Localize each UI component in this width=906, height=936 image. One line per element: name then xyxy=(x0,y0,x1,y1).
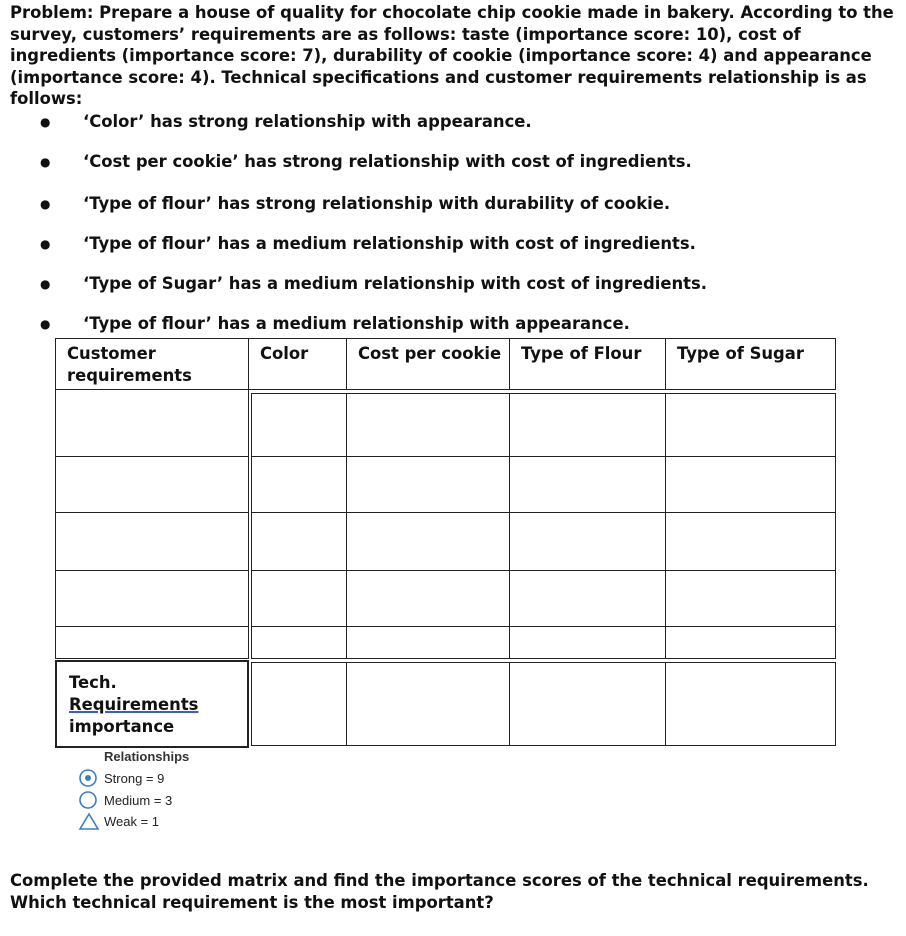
customer-requirements-header xyxy=(55,338,249,390)
legend-weak xyxy=(78,812,238,832)
weak-relationship-icon xyxy=(78,812,100,832)
relationship-cell[interactable] xyxy=(665,456,836,513)
bullet-icon: ● xyxy=(40,197,51,211)
list-item xyxy=(0,150,906,174)
requirement-cell[interactable] xyxy=(55,512,249,571)
relationship-text: ‘Type of Sugar’ has a medium relationship with cost of ingredients. xyxy=(83,274,707,293)
bullet-icon: ● xyxy=(40,317,51,331)
requirement-cell[interactable] xyxy=(55,570,249,627)
relationship-cell[interactable] xyxy=(509,456,666,513)
footer-label-line: Requirements xyxy=(69,695,199,714)
relationship-cell[interactable] xyxy=(251,512,347,571)
strong-relationship-icon xyxy=(78,769,100,789)
list-item xyxy=(0,110,906,134)
legend-label: Medium = 3 xyxy=(104,793,173,808)
legend-medium xyxy=(78,791,238,811)
relationship-cell[interactable] xyxy=(509,512,666,571)
footer-label-line: Tech. xyxy=(69,673,117,692)
column-header-type-of-sugar xyxy=(665,338,836,390)
requirement-cell[interactable] xyxy=(55,626,249,659)
relationship-cell[interactable] xyxy=(346,456,510,513)
list-item xyxy=(0,192,906,216)
column-header-type-of-flour xyxy=(509,338,666,390)
house-of-quality-matrix xyxy=(55,338,836,748)
footer-label-line: importance xyxy=(69,717,175,736)
relationship-legend xyxy=(78,749,238,833)
legend-label: Weak = 1 xyxy=(104,814,160,829)
relationship-cell[interactable] xyxy=(346,626,510,659)
importance-cell-color[interactable] xyxy=(251,662,347,746)
importance-cell-type-of-sugar[interactable] xyxy=(665,662,836,746)
relationship-cell[interactable] xyxy=(665,570,836,627)
column-label: Type of Flour xyxy=(521,344,642,363)
bullet-icon: ● xyxy=(40,115,51,129)
bullet-icon: ● xyxy=(40,237,51,251)
importance-cell-cost-per-cookie[interactable] xyxy=(346,662,510,746)
tech-requirements-importance-label xyxy=(55,660,249,748)
column-header-color xyxy=(248,338,347,390)
medium-relationship-icon xyxy=(78,791,100,811)
requirement-cell[interactable] xyxy=(55,389,249,457)
relationship-cell[interactable] xyxy=(346,512,510,571)
list-item xyxy=(0,232,906,256)
list-item xyxy=(0,272,906,296)
legend-label: Strong = 9 xyxy=(104,771,165,786)
importance-cell-type-of-flour[interactable] xyxy=(509,662,666,746)
relationship-text: ‘Type of flour’ has strong relationship with durability of cookie. xyxy=(83,194,671,213)
relationship-text: ‘Cost per cookie’ has strong relationship with cost of ingredients. xyxy=(83,152,692,171)
relationship-cell[interactable] xyxy=(509,626,666,659)
relationship-cell[interactable] xyxy=(346,393,510,457)
relationship-cell[interactable] xyxy=(251,456,347,513)
relationship-cell[interactable] xyxy=(509,393,666,457)
problem-statement: Problem: Prepare a house of quality for chocolate chip cookie made in bakery. According to the survey, customers’ requirements are as follows: taste (importance score: 10), cost of ingredients (importance score: 7), durability of cookie (importance score: 4) and appearance (importance score: 4). Technical specifications and customer requirements relationship is as follows: xyxy=(10,3,894,109)
list-item xyxy=(0,312,906,336)
relationship-cell[interactable] xyxy=(251,393,347,457)
column-label: Cost per cookie xyxy=(358,344,502,363)
customer-requirements-label: Customer requirements xyxy=(67,344,192,385)
column-header-cost-per-cookie xyxy=(346,338,510,390)
relationship-text: ‘Type of flour’ has a medium relationship with appearance. xyxy=(83,314,630,333)
legend-title: Relationships xyxy=(104,749,190,764)
relationship-cell[interactable] xyxy=(251,626,347,659)
relationship-cell[interactable] xyxy=(665,512,836,571)
bullet-icon: ● xyxy=(40,277,51,291)
requirement-cell[interactable] xyxy=(55,456,249,513)
relationship-cell[interactable] xyxy=(346,570,510,627)
legend-strong xyxy=(78,769,238,789)
relationship-cell[interactable] xyxy=(509,570,666,627)
bullet-icon: ● xyxy=(40,155,51,169)
question-text: Complete the provided matrix and find the importance scores of the technical requirements. Which technical requirement is the most important? xyxy=(10,871,869,912)
column-label: Color xyxy=(260,344,309,363)
column-label: Type of Sugar xyxy=(677,344,804,363)
relationship-cell[interactable] xyxy=(665,393,836,457)
relationship-cell[interactable] xyxy=(665,626,836,659)
relationship-cell[interactable] xyxy=(251,570,347,627)
relationship-text: ‘Color’ has strong relationship with appearance. xyxy=(83,112,532,131)
relationship-text: ‘Type of flour’ has a medium relationship with cost of ingredients. xyxy=(83,234,696,253)
